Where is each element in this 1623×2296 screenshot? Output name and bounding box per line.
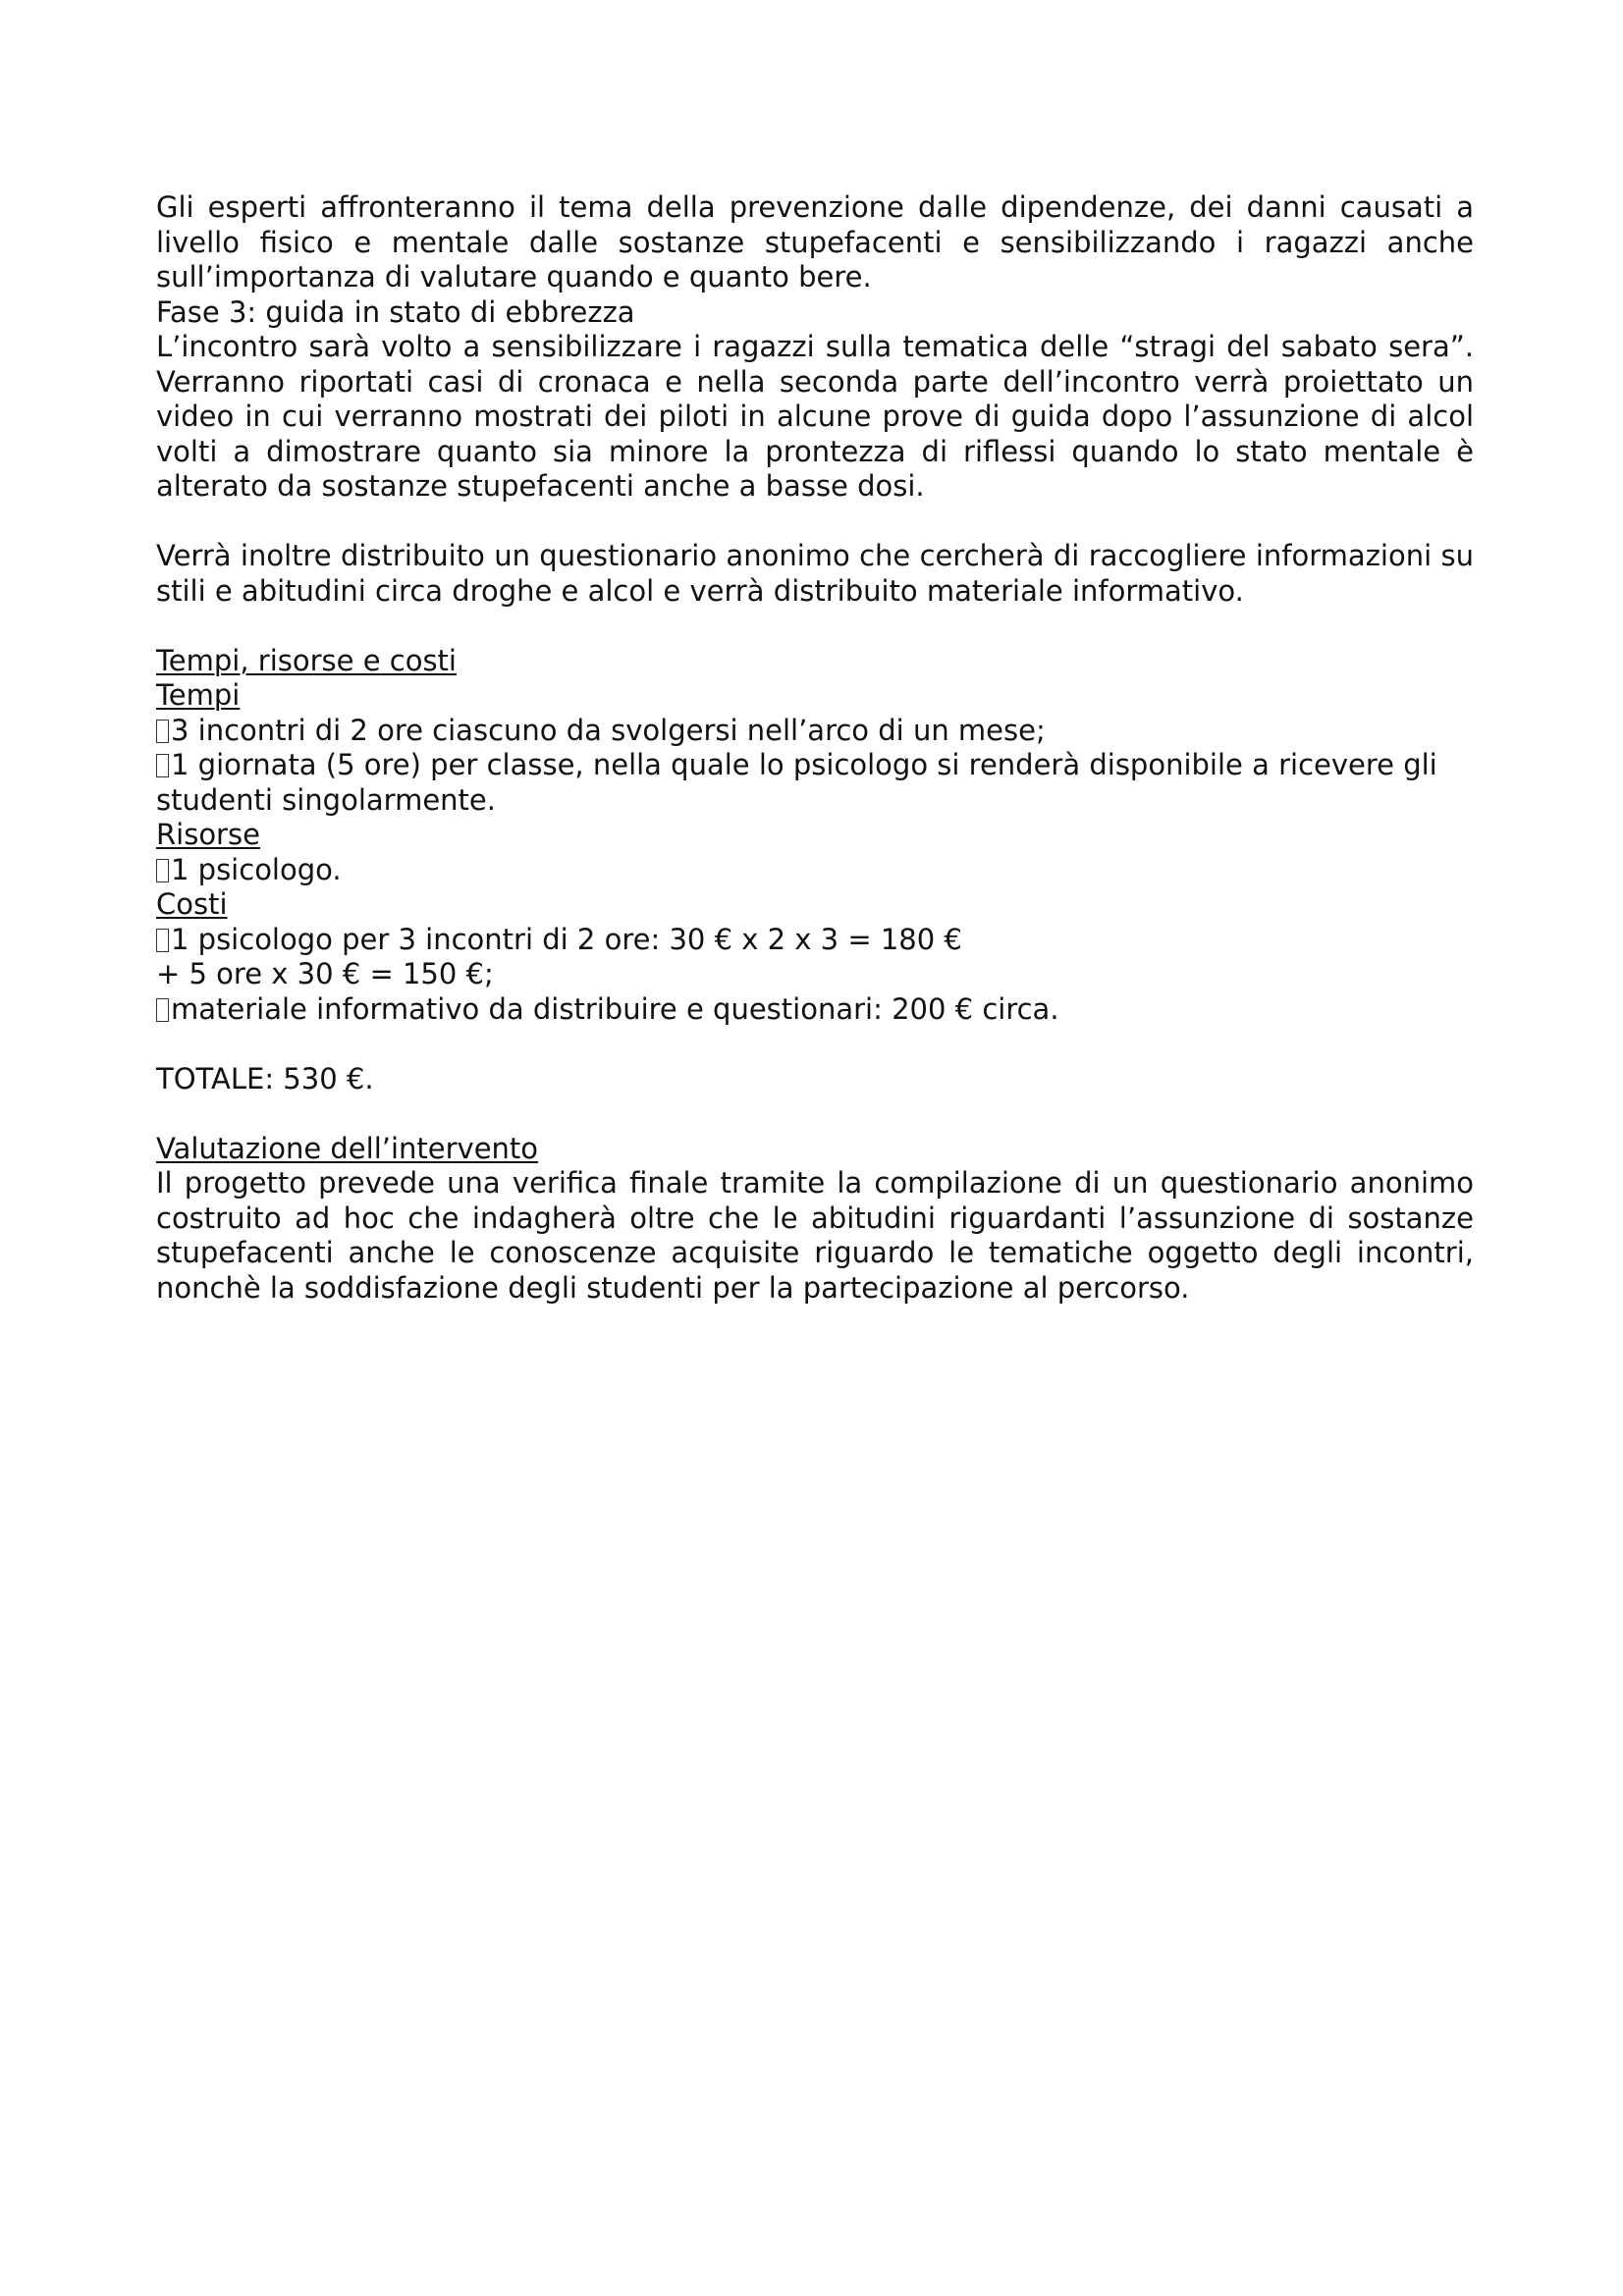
missing-glyph-bullet-icon bbox=[156, 929, 169, 952]
heading-text: Tempi, risorse e costi bbox=[156, 643, 457, 677]
list-item-text: 1 giornata (5 ore) per classe, nella quale lo psicologo si renderà disponibile a ricevere gli studenti singolarmente. bbox=[156, 748, 1437, 817]
total-line: TOTALE: 530 €. bbox=[156, 1061, 374, 1095]
subheading-tempi bbox=[156, 678, 1474, 714]
heading-text: Valutazione dell’intervento bbox=[156, 1131, 539, 1165]
blank-line bbox=[156, 609, 1474, 644]
heading-text: Risorse bbox=[156, 818, 260, 851]
phase-3-title: Fase 3: guida in stato di ebbrezza bbox=[156, 294, 635, 329]
paragraph-valutazione: Il progetto prevede una verifica finale tramite la compilazione di un questionario anonimo costruito ad hoc che indagherà oltre che le abitudini riguardanti l’assunzione di sostanze stupefacenti anche le conoscenze acquisite riguardo le tematiche oggetto degli incontri, nonchè la soddisfazione degli studenti per la partecipazione al percorso. bbox=[156, 1166, 1474, 1305]
missing-glyph-bullet-icon bbox=[156, 998, 169, 1022]
paragraph-questionnaire: Verrà inoltre distribuito un questionario anonimo che cercherà di raccogliere informazioni su stili e abitudini circa droghe e alcol e verrà distribuito materiale informativo. bbox=[156, 539, 1474, 608]
missing-glyph-bullet-icon bbox=[156, 720, 169, 743]
subheading-risorse bbox=[156, 818, 1474, 853]
section-heading-valutazione bbox=[156, 1132, 1474, 1167]
missing-glyph-bullet-icon bbox=[156, 754, 169, 777]
heading-text: Costi bbox=[156, 887, 228, 921]
document-body bbox=[156, 190, 1474, 1306]
section-heading-tempi-risorse-costi bbox=[156, 644, 1474, 679]
missing-glyph-bullet-icon bbox=[156, 859, 169, 882]
blank-line bbox=[156, 505, 1474, 540]
list-item-costi-2 bbox=[156, 992, 1474, 1028]
list-item-costi-1-continuation: + 5 ore x 30 € = 150 €; bbox=[156, 957, 494, 990]
list-item-text: 3 incontri di 2 ore ciascuno da svolgersi nell’arco di un mese; bbox=[171, 713, 1046, 747]
list-item-costi-1 bbox=[156, 923, 1474, 958]
blank-line bbox=[156, 1027, 1474, 1062]
subheading-costi bbox=[156, 887, 1474, 923]
list-item-text: 1 psicologo. bbox=[171, 852, 342, 886]
list-item-text: 1 psicologo per 3 incontri di 2 ore: 30 € x 2 x 3 = 180 € bbox=[171, 922, 962, 956]
blank-line bbox=[156, 1096, 1474, 1132]
list-item-tempi-2 bbox=[156, 748, 1474, 818]
paragraph-experts: Gli esperti affronteranno il tema della prevenzione dalle dipendenze, dei danni causati a livello fisico e mentale dalle sostanze stupefacenti e sensibilizzando i ragazzi anche sull’importanza di valutare quando e quanto bere. bbox=[156, 190, 1474, 294]
paragraph-phase-3: L’incontro sarà volto a sensibilizzare i ragazzi sulla tematica delle “stragi del sabato sera”. Verranno riportati casi di cronaca e nella seconda parte dell’incontro verrà proiettato un video in cui verranno mostrati dei piloti in alcune prove di guida dopo l’assunzione di alcol volti a dimostrare quanto sia minore la prontezza di riflessi quando lo stato mentale è alterato da sostanze stupefacenti anche a basse dosi. bbox=[156, 330, 1474, 503]
list-item-risorse-1 bbox=[156, 853, 1474, 888]
list-item-text: materiale informativo da distribuire e questionari: 200 € circa. bbox=[171, 991, 1059, 1026]
list-item-tempi-1 bbox=[156, 714, 1474, 749]
heading-text: Tempi bbox=[156, 678, 241, 712]
